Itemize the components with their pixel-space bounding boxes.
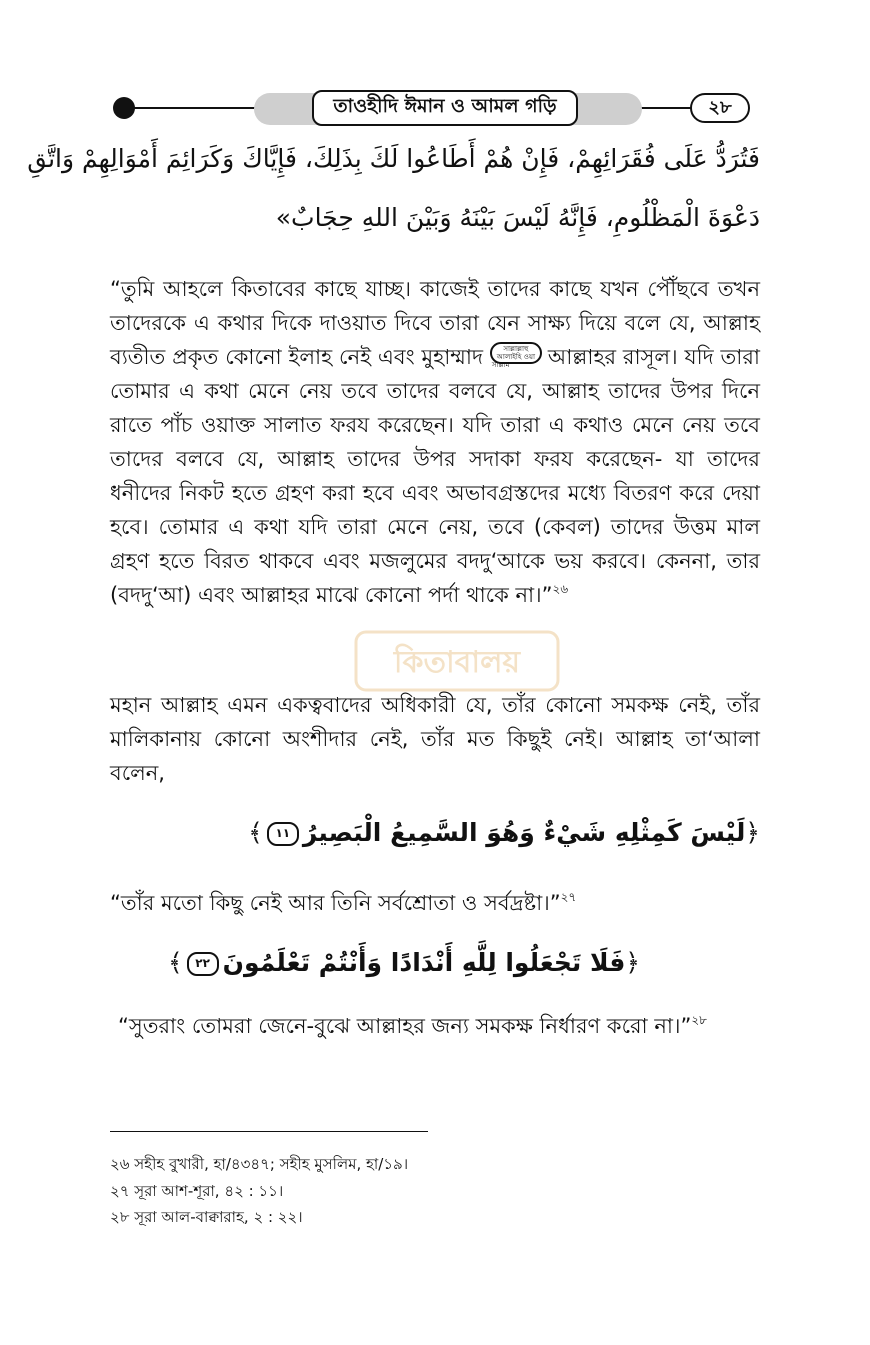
footnote-ref-26: ২৬ [552,582,569,596]
page-number: ২৮ [690,93,750,123]
watermark-text: কিতাবালয় [393,645,521,680]
verse-1-translation [110,888,576,918]
paragraph-text-part-1: “তুমি আহলে কিতাবের কাছে যাচ্ছ। কাজেই তাদের কাছে যখন পৌঁছবে তখন তাদেরকে এ কথার দিকে দাওয়াত দিবে তারা যেন সাক্ষ্য দিয়ে বলে যে, আল্লাহ ব্যতীত প্রকৃত কোনো ইলাহ নেই এবং মুহাম্মাদ [110,277,760,369]
quran-verse-2 [167,948,640,977]
header-bullet-icon [113,97,135,119]
salutation-badge-icon: সাল্লাল্লাহু আলাইহি ওয়া সাল্লাম [490,342,542,364]
footnote-ref-28: ২৮ [691,1013,707,1027]
verse-1-translation-text: “তাঁর মতো কিছু নেই আর তিনি সর্বশ্রোতা ও সর্বদ্রষ্টা।” [110,891,561,915]
ornate-bracket-open-icon: ﴿ [745,818,760,847]
running-head-title: তাওহীদি ঈমান ও আমল গড়ি [312,90,578,126]
hadith-translation-paragraph [110,272,760,612]
header-rule-left [124,107,256,109]
verse-2-translation [118,1011,707,1041]
kitabaloy-watermark-icon [352,628,562,694]
footnote-28: ২৮ সূরা আল-বাক্বারাহ, ২ : ২২। [110,1208,303,1226]
ornate-bracket-close-icon: ﴾ [248,818,263,847]
footnote-26: ২৬ সহীহ বুখারী, হা/৪৩৪৭; সহীহ মুসলিম, হা/১৯। [110,1155,409,1173]
verse-2-number: ٢٢ [187,952,219,976]
ornate-bracket-close-icon: ﴾ [167,948,183,977]
footnote-ref-27: ২৭ [560,890,577,904]
verse-2-translation-text: “সুতরাং তোমরা জেনে-বুঝে আল্লাহর জন্য সমকক্ষ নির্ধারণ করো না।” [118,1014,692,1038]
verse-1-text: لَيْسَ كَمِثْلِهِ شَيْءٌ وَهُوَ السَّمِيعُ الْبَصِيرُ [302,818,746,847]
verse-1-number: ١١ [267,822,299,846]
footnote-divider [110,1131,428,1132]
header-rule-right [640,107,692,109]
tawhid-paragraph: মহান আল্লাহ এমন একত্ববাদের অধিকারী যে, তাঁর কোনো সমকক্ষ নেই, তাঁর মালিকানায় কোনো অংশীদার নেই, তাঁর মত কিছুই নেই। আল্লাহ তা‘আলা বলেন, [110,693,760,785]
footnote-27: ২৭ সূরা আশ-শূরা, ৪২ : ১১। [110,1182,284,1200]
quran-verse-1 [248,818,760,847]
arabic-hadith-line-1: فَتُرَدُّ عَلَى فُقَرَائِهِمْ، فَإِنْ هُمْ أَطَاعُوا لَكَ بِذَلِكَ، فَإِيَّاكَ وَكَرَائِمَ أَمْوَالِهِمْ وَاتَّقِ [27,144,760,173]
arabic-hadith-line-2: دَعْوَةَ الْمَظْلُومِ، فَإِنَّهُ لَيْسَ بَيْنَهُ وَبَيْنَ اللهِ حِجَابٌ» [275,203,760,232]
paragraph-text-part-2: আল্লাহর রাসূল। যদি তারা তোমার এ কথা মেনে নেয় তবে তাদের বলবে যে, আল্লাহ তাদের উপর দিনে রাতে পাঁচ ওয়াক্ত সালাত ফরয করেছেন। যদি তারা এ কথাও মেনে নেয় তবে তাদের বলবে যে, আল্লাহ তাদের উপর সদাকা ফরয করেছেন- যা তাদের ধনীদের নিকট হতে গ্রহণ করা হবে এবং অভাবগ্রস্তদের মধ্যে বিতরণ করে দেয়া হবে। তোমার এ কথা যদি তারা মেনে নেয়, তবে (কেবল) তাদের উত্তম মাল গ্রহণ হতে বিরত থাকবে এবং মজলুমের বদদু‘আকে ভয় করবে। কেননা, তার (বদদু‘আ) এবং আল্লাহর মাঝে কোনো পর্দা থাকে না।” [110,345,760,607]
verse-2-text: فَلَا تَجْعَلُوا لِلَّهِ أَنْدَادًا وَأَنْتُمْ تَعْلَمُونَ [222,948,626,977]
ornate-bracket-open-icon: ﴿ [625,948,640,977]
